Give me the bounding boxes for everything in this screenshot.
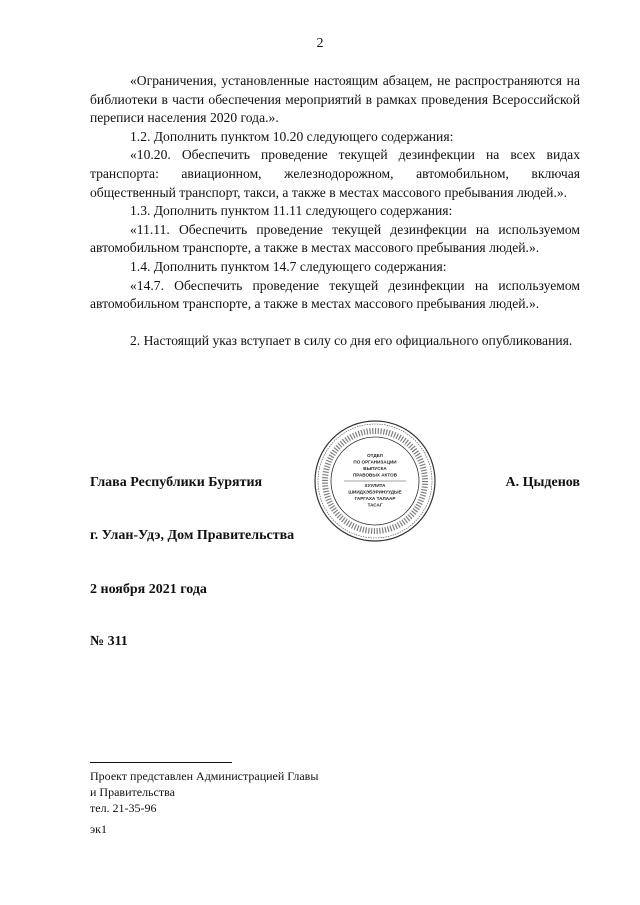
footnote-line: Проект представлен Администрацией Главы — [90, 769, 319, 783]
signing-place: г. Улан-Удэ, Дом Правительства — [90, 528, 295, 543]
document-code: эк1 — [90, 822, 107, 836]
svg-text:ПРАВОВЫХ АКТОВ: ПРАВОВЫХ АКТОВ — [352, 472, 398, 478]
footnote-line: и Правительства — [90, 785, 175, 799]
paragraph: «Ограничения, установленные настоящим абзацем, не распространяются на библиотеки в части обеспечения мероприятий в рамках проведения Всероссийской переписи населения 2020 года.». — [90, 73, 580, 126]
svg-text:ГАРГАХА ТАЛААР: ГАРГАХА ТАЛААР — [354, 496, 396, 501]
svg-text:ХУУЛИТА: ХУУЛИТА — [364, 483, 386, 488]
paragraph: 2. Настоящий указ вступает в силу со дня его официального опубликования. — [130, 332, 573, 348]
svg-text:ПО ОРГАНИЗАЦИИ: ПО ОРГАНИЗАЦИИ — [353, 459, 397, 465]
official-seal — [312, 418, 438, 544]
document-number: № 311 — [90, 634, 128, 649]
paragraph: «14.7. Обеспечить проведение текущей дезинфекции на используемом автомобильном транспорте, а также в местах массового пребывания людей.». — [90, 277, 580, 312]
footnote-divider — [90, 762, 232, 763]
footnote-line: тел. 21-35-96 — [90, 801, 157, 815]
signatory-position: Глава Республики Бурятия — [90, 475, 263, 490]
paragraph: «10.20. Обеспечить проведение текущей дезинфекции на всех видах транспорта: авиационном, железнодорожном, автомобильном, включая общественный транспорт, такси, а также в местах массового пребывания людей.». — [90, 147, 580, 200]
svg-text:ШИИДХЭБЭРИНУУДЫЕ: ШИИДХЭБЭРИНУУДЫЕ — [348, 489, 402, 495]
paragraph: 1.2. Дополнить пунктом 10.20 следующего содержания: — [130, 128, 454, 144]
signatory-name: А. Цыденов — [505, 475, 580, 490]
svg-text:ВЫПУСКА: ВЫПУСКА — [363, 466, 387, 471]
footnote — [90, 768, 318, 816]
paragraph: «11.11. Обеспечить проведение текущей дезинфекции на используемом автомобильном транспорте, а также в местах массового пребывания людей.». — [90, 221, 580, 256]
svg-text:ОТДЕЛ: ОТДЕЛ — [367, 453, 383, 458]
paragraph: 1.3. Дополнить пунктом 11.11 следующего содержания: — [130, 203, 453, 219]
svg-text:ТАСАГ: ТАСАГ — [367, 502, 383, 508]
signing-date: 2 ноября 2021 года — [90, 582, 207, 597]
page-number: 2 — [316, 36, 324, 51]
document-body — [90, 72, 580, 350]
paragraph: 1.4. Дополнить пунктом 14.7 следующего содержания: — [130, 258, 447, 274]
